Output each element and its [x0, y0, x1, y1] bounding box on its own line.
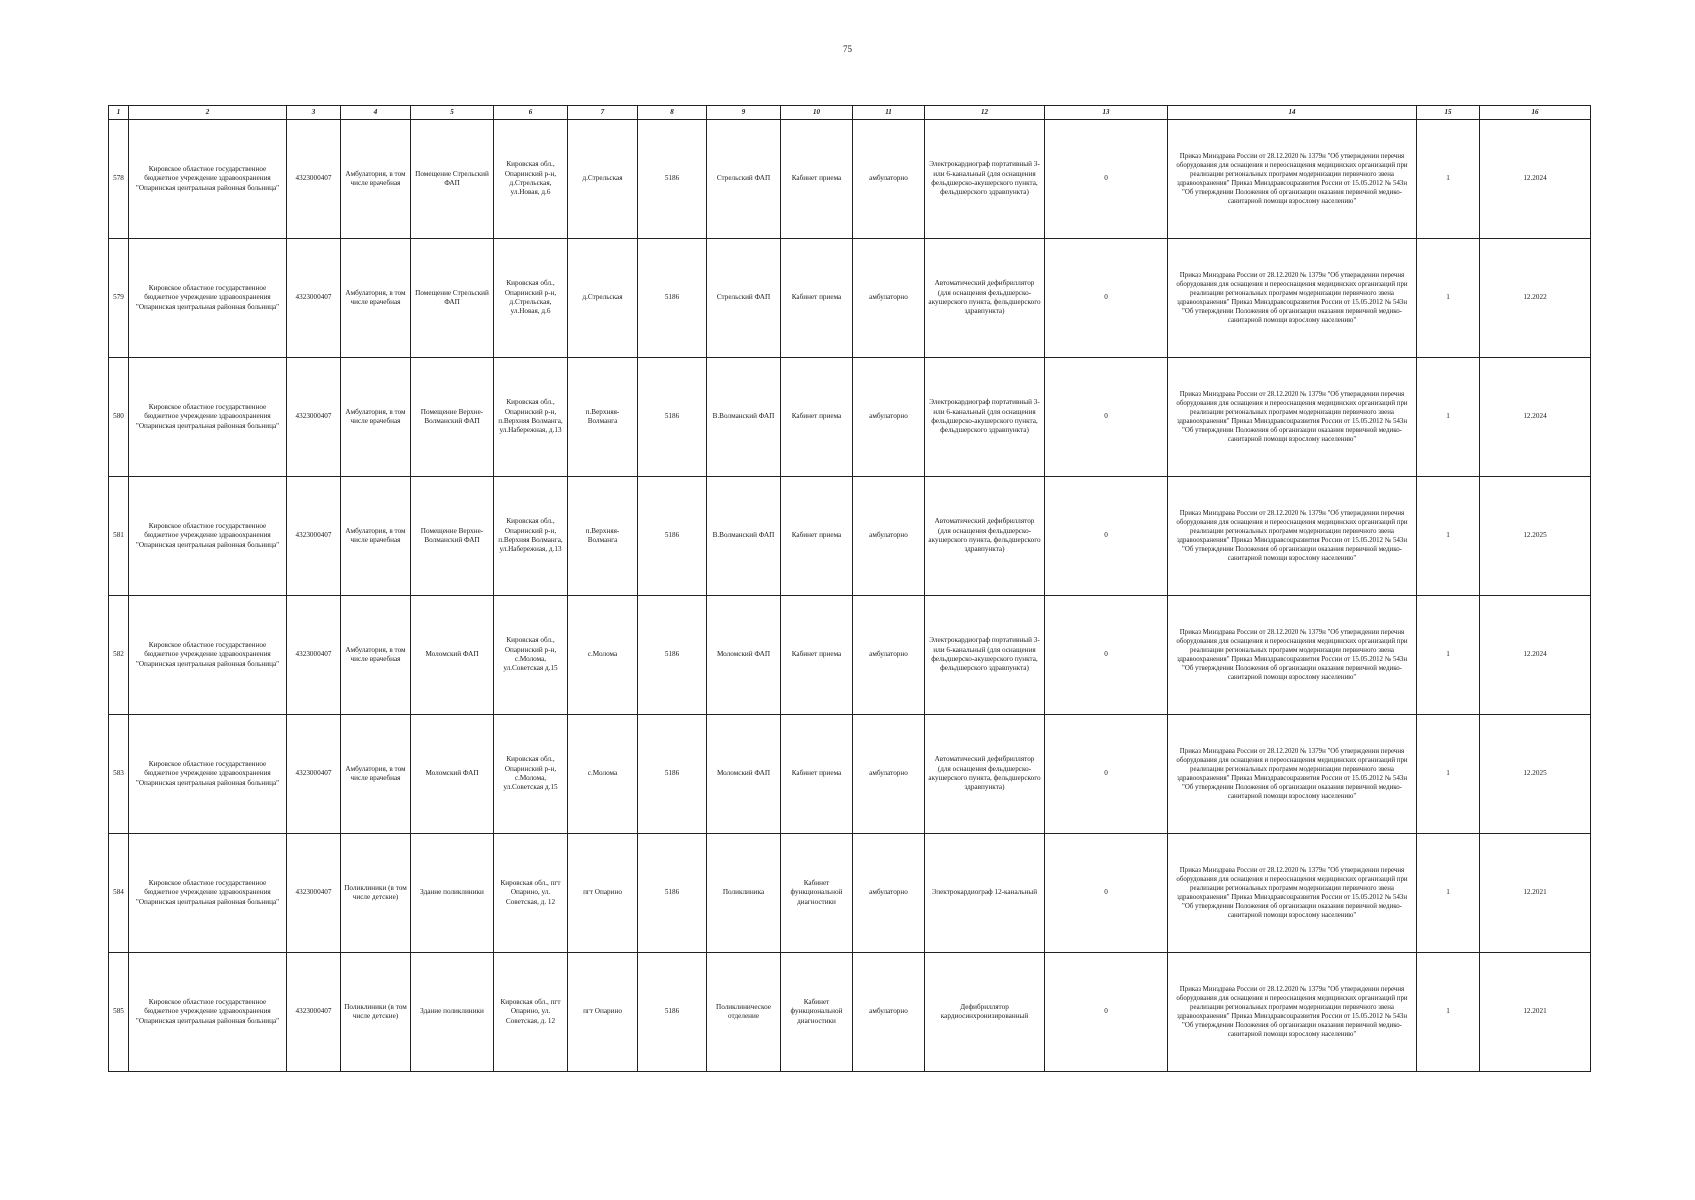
unit-type-cell: Амбулатория, в том числе врачебная: [341, 477, 411, 596]
equipment-cell: Дефибриллятор кардиосинхронизированный: [925, 953, 1045, 1072]
equipment-cell: Электрокардиограф 12-канальный: [925, 834, 1045, 953]
row-number-cell: 581: [109, 477, 129, 596]
column-header: 14: [1168, 106, 1417, 120]
table-row: [109, 358, 1591, 477]
settlement-cell: с.Молома: [568, 596, 638, 715]
premises-cell: Моломский ФАП: [411, 715, 494, 834]
equipment-cell: Автоматический дефибриллятор (для оснащения фельдшерско-акушерского пункта, фельдшерского здравпункта): [925, 715, 1045, 834]
count-cell: 1: [1417, 953, 1480, 1072]
quantity-cell: 0: [1045, 596, 1168, 715]
premises-cell: Помещение Стрельский ФАП: [411, 120, 494, 239]
column-number-row: [109, 106, 1591, 120]
column-header: 12: [925, 106, 1045, 120]
code-cell: 5186: [638, 715, 707, 834]
column-header: 9: [707, 106, 781, 120]
care-mode-cell: амбулаторно: [853, 358, 925, 477]
column-header: 11: [853, 106, 925, 120]
inn-cell: 4323000407: [287, 239, 341, 358]
table-row: [109, 239, 1591, 358]
address-cell: Кировская обл., пгт Опарино, ул. Советская, д. 12: [494, 953, 568, 1072]
code-cell: 5186: [638, 120, 707, 239]
quantity-cell: 0: [1045, 477, 1168, 596]
regulation-cell: Приказ Минздрава России от 28.12.2020 № 1379н "Об утверждении перечня оборудования для оснащения и переоснащения медицинских организаций при реализации региональных программ модернизации первичного звена здравоохранения" Приказ Минздравсоцразвития России от 15.05.2012 № 543н "Об утверждении Положения об организации оказания первичной медико-санитарной помощи взрослому населению": [1168, 358, 1417, 477]
address-cell: Кировская обл., Опаринский р-н, п.Верхняя Волманга, ул.Набережная, д.13: [494, 358, 568, 477]
room-cell: Кабинет приема: [781, 715, 853, 834]
column-header: 16: [1480, 106, 1591, 120]
room-cell: Кабинет приема: [781, 239, 853, 358]
code-cell: 5186: [638, 834, 707, 953]
column-header: 13: [1045, 106, 1168, 120]
address-cell: Кировская обл., Опаринский р-н, с.Молома, ул.Советская д.15: [494, 596, 568, 715]
date-cell: 12.2022: [1480, 239, 1591, 358]
column-header: 3: [287, 106, 341, 120]
count-cell: 1: [1417, 239, 1480, 358]
room-cell: Кабинет приема: [781, 358, 853, 477]
column-header: 8: [638, 106, 707, 120]
equipment-table: [108, 105, 1591, 1072]
date-cell: 12.2021: [1480, 834, 1591, 953]
column-header: 7: [568, 106, 638, 120]
regulation-cell: Приказ Минздрава России от 28.12.2020 № 1379н "Об утверждении перечня оборудования для оснащения и переоснащения медицинских организаций при реализации региональных программ модернизации первичного звена здравоохранения" Приказ Минздравсоцразвития России от 15.05.2012 № 543н "Об утверждении Положения об организации оказания первичной медико-санитарной помощи взрослому населению": [1168, 239, 1417, 358]
care-mode-cell: амбулаторно: [853, 596, 925, 715]
department-cell: Моломский ФАП: [707, 596, 781, 715]
unit-type-cell: Амбулатория, в том числе врачебная: [341, 596, 411, 715]
column-header: 6: [494, 106, 568, 120]
settlement-cell: пгт Опарино: [568, 953, 638, 1072]
table-row: [109, 120, 1591, 239]
department-cell: Стрельский ФАП: [707, 120, 781, 239]
regulation-cell: Приказ Минздрава России от 28.12.2020 № 1379н "Об утверждении перечня оборудования для оснащения и переоснащения медицинских организаций при реализации региональных программ модернизации первичного звена здравоохранения" Приказ Минздравсоцразвития России от 15.05.2012 № 543н "Об утверждении Положения об организации оказания первичной медико-санитарной помощи взрослому населению": [1168, 953, 1417, 1072]
equipment-cell: Электрокардиограф портативный 3- или 6-канальный (для оснащения фельдшерско-акушерского пункта, фельдшерского здравпункта): [925, 596, 1045, 715]
premises-cell: Здание поликлиники: [411, 953, 494, 1072]
room-cell: Кабинет функциональной диагностики: [781, 953, 853, 1072]
table-row: [109, 834, 1591, 953]
count-cell: 1: [1417, 715, 1480, 834]
equipment-cell: Электрокардиограф портативный 3- или 6-канальный (для оснащения фельдшерско-акушерского пункта, фельдшерского здравпункта): [925, 358, 1045, 477]
inn-cell: 4323000407: [287, 358, 341, 477]
count-cell: 1: [1417, 834, 1480, 953]
row-number-cell: 578: [109, 120, 129, 239]
settlement-cell: п.Верхняя-Волманга: [568, 358, 638, 477]
table-row: [109, 477, 1591, 596]
unit-type-cell: Амбулатория, в том числе врачебная: [341, 358, 411, 477]
unit-type-cell: Поликлиники (в том числе детские): [341, 834, 411, 953]
room-cell: Кабинет приема: [781, 120, 853, 239]
care-mode-cell: амбулаторно: [853, 834, 925, 953]
date-cell: 12.2021: [1480, 953, 1591, 1072]
regulation-cell: Приказ Минздрава России от 28.12.2020 № 1379н "Об утверждении перечня оборудования для оснащения и переоснащения медицинских организаций при реализации региональных программ модернизации первичного звена здравоохранения" Приказ Минздравсоцразвития России от 15.05.2012 № 543н "Об утверждении Положения об организации оказания первичной медико-санитарной помощи взрослому населению": [1168, 834, 1417, 953]
regulation-cell: Приказ Минздрава России от 28.12.2020 № 1379н "Об утверждении перечня оборудования для оснащения и переоснащения медицинских организаций при реализации региональных программ модернизации первичного звена здравоохранения" Приказ Минздравсоцразвития России от 15.05.2012 № 543н "Об утверждении Положения об организации оказания первичной медико-санитарной помощи взрослому населению": [1168, 477, 1417, 596]
department-cell: Поликлиника: [707, 834, 781, 953]
equipment-cell: Автоматический дефибриллятор (для оснащения фельдшерско-акушерского пункта, фельдшерского здравпункта): [925, 477, 1045, 596]
date-cell: 12.2025: [1480, 477, 1591, 596]
regulation-cell: Приказ Минздрава России от 28.12.2020 № 1379н "Об утверждении перечня оборудования для оснащения и переоснащения медицинских организаций при реализации региональных программ модернизации первичного звена здравоохранения" Приказ Минздравсоцразвития России от 15.05.2012 № 543н "Об утверждении Положения об организации оказания первичной медико-санитарной помощи взрослому населению": [1168, 120, 1417, 239]
page-number: 75: [843, 44, 852, 54]
column-header: 5: [411, 106, 494, 120]
room-cell: Кабинет функциональной диагностики: [781, 834, 853, 953]
inn-cell: 4323000407: [287, 596, 341, 715]
organization-cell: Кировское областное государственное бюджетное учреждение здравоохранения "Опаринская центральная районная больница": [129, 358, 287, 477]
row-number-cell: 579: [109, 239, 129, 358]
settlement-cell: с.Молома: [568, 715, 638, 834]
unit-type-cell: Амбулатория, в том числе врачебная: [341, 239, 411, 358]
count-cell: 1: [1417, 596, 1480, 715]
premises-cell: Помещение Стрельский ФАП: [411, 239, 494, 358]
organization-cell: Кировское областное государственное бюджетное учреждение здравоохранения "Опаринская центральная районная больница": [129, 120, 287, 239]
quantity-cell: 0: [1045, 239, 1168, 358]
organization-cell: Кировское областное государственное бюджетное учреждение здравоохранения "Опаринская центральная районная больница": [129, 834, 287, 953]
department-cell: Моломский ФАП: [707, 715, 781, 834]
table-row: [109, 715, 1591, 834]
care-mode-cell: амбулаторно: [853, 120, 925, 239]
row-number-cell: 585: [109, 953, 129, 1072]
date-cell: 12.2025: [1480, 715, 1591, 834]
column-header: 1: [109, 106, 129, 120]
column-header: 15: [1417, 106, 1480, 120]
address-cell: Кировская обл., пгт Опарино, ул. Советская, д. 12: [494, 834, 568, 953]
organization-cell: Кировское областное государственное бюджетное учреждение здравоохранения "Опаринская центральная районная больница": [129, 715, 287, 834]
organization-cell: Кировское областное государственное бюджетное учреждение здравоохранения "Опаринская центральная районная больница": [129, 239, 287, 358]
inn-cell: 4323000407: [287, 953, 341, 1072]
quantity-cell: 0: [1045, 834, 1168, 953]
unit-type-cell: Амбулатория, в том числе врачебная: [341, 715, 411, 834]
column-header: 2: [129, 106, 287, 120]
settlement-cell: д.Стрельская: [568, 239, 638, 358]
code-cell: 5186: [638, 358, 707, 477]
inn-cell: 4323000407: [287, 834, 341, 953]
premises-cell: Помещение Верхне-Волманский ФАП: [411, 477, 494, 596]
quantity-cell: 0: [1045, 358, 1168, 477]
date-cell: 12.2024: [1480, 596, 1591, 715]
table-row: [109, 596, 1591, 715]
count-cell: 1: [1417, 358, 1480, 477]
care-mode-cell: амбулаторно: [853, 239, 925, 358]
quantity-cell: 0: [1045, 715, 1168, 834]
premises-cell: Здание поликлиники: [411, 834, 494, 953]
unit-type-cell: Поликлиники (в том числе детские): [341, 953, 411, 1072]
address-cell: Кировская обл., Опаринский р-н, д.Стрельская, ул.Новая, д.6: [494, 120, 568, 239]
address-cell: Кировская обл., Опаринский р-н, с.Молома, ул.Советская д.15: [494, 715, 568, 834]
table-row: [109, 953, 1591, 1072]
date-cell: 12.2024: [1480, 358, 1591, 477]
unit-type-cell: Амбулатория, в том числе врачебная: [341, 120, 411, 239]
code-cell: 5186: [638, 239, 707, 358]
row-number-cell: 584: [109, 834, 129, 953]
settlement-cell: д.Стрельская: [568, 120, 638, 239]
count-cell: 1: [1417, 120, 1480, 239]
care-mode-cell: амбулаторно: [853, 477, 925, 596]
code-cell: 5186: [638, 953, 707, 1072]
organization-cell: Кировское областное государственное бюджетное учреждение здравоохранения "Опаринская центральная районная больница": [129, 596, 287, 715]
inn-cell: 4323000407: [287, 477, 341, 596]
date-cell: 12.2024: [1480, 120, 1591, 239]
premises-cell: Моломский ФАП: [411, 596, 494, 715]
premises-cell: Помещение Верхне-Волманский ФАП: [411, 358, 494, 477]
organization-cell: Кировское областное государственное бюджетное учреждение здравоохранения "Опаринская центральная районная больница": [129, 953, 287, 1072]
inn-cell: 4323000407: [287, 120, 341, 239]
address-cell: Кировская обл., Опаринский р-н, д.Стрельская, ул.Новая, д.6: [494, 239, 568, 358]
column-header: 10: [781, 106, 853, 120]
department-cell: Поликлиническое отделение: [707, 953, 781, 1072]
code-cell: 5186: [638, 596, 707, 715]
row-number-cell: 583: [109, 715, 129, 834]
row-number-cell: 582: [109, 596, 129, 715]
count-cell: 1: [1417, 477, 1480, 596]
care-mode-cell: амбулаторно: [853, 715, 925, 834]
column-header: 4: [341, 106, 411, 120]
department-cell: Стрельский ФАП: [707, 239, 781, 358]
room-cell: Кабинет приема: [781, 477, 853, 596]
room-cell: Кабинет приема: [781, 596, 853, 715]
quantity-cell: 0: [1045, 953, 1168, 1072]
code-cell: 5186: [638, 477, 707, 596]
department-cell: В.Волманский ФАП: [707, 477, 781, 596]
care-mode-cell: амбулаторно: [853, 953, 925, 1072]
department-cell: В.Волманский ФАП: [707, 358, 781, 477]
inn-cell: 4323000407: [287, 715, 341, 834]
row-number-cell: 580: [109, 358, 129, 477]
equipment-cell: Электрокардиограф портативный 3- или 6-канальный (для оснащения фельдшерско-акушерского пункта, фельдшерского здравпункта): [925, 120, 1045, 239]
organization-cell: Кировское областное государственное бюджетное учреждение здравоохранения "Опаринская центральная районная больница": [129, 477, 287, 596]
equipment-cell: Автоматический дефибриллятор (для оснащения фельдшерско-акушерского пункта, фельдшерского здравпункта): [925, 239, 1045, 358]
settlement-cell: пгт Опарино: [568, 834, 638, 953]
quantity-cell: 0: [1045, 120, 1168, 239]
regulation-cell: Приказ Минздрава России от 28.12.2020 № 1379н "Об утверждении перечня оборудования для оснащения и переоснащения медицинских организаций при реализации региональных программ модернизации первичного звена здравоохранения" Приказ Минздравсоцразвития России от 15.05.2012 № 543н "Об утверждении Положения об организации оказания первичной медико-санитарной помощи взрослому населению": [1168, 715, 1417, 834]
address-cell: Кировская обл., Опаринский р-н, п.Верхняя Волманга, ул.Набережная, д.13: [494, 477, 568, 596]
settlement-cell: п.Верхняя-Волманга: [568, 477, 638, 596]
regulation-cell: Приказ Минздрава России от 28.12.2020 № 1379н "Об утверждении перечня оборудования для оснащения и переоснащения медицинских организаций при реализации региональных программ модернизации первичного звена здравоохранения" Приказ Минздравсоцразвития России от 15.05.2012 № 543н "Об утверждении Положения об организации оказания первичной медико-санитарной помощи взрослому населению": [1168, 596, 1417, 715]
